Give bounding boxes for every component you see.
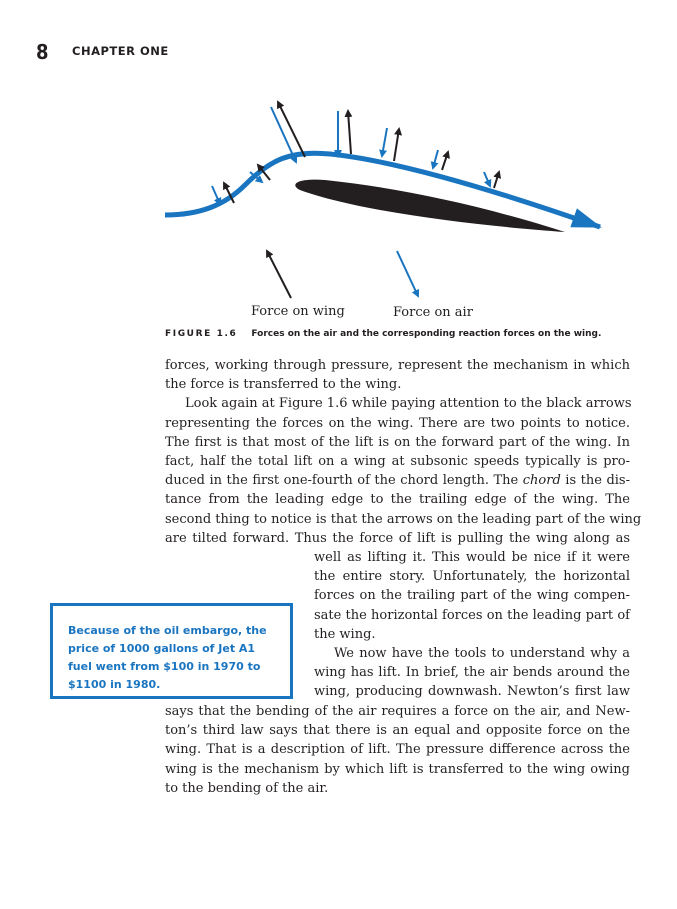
text-line: says that the bending of the air requires a force on the air, and New- xyxy=(165,704,630,719)
caption-label: FIGURE 1.6 xyxy=(165,329,238,339)
sidebar-text: Because of the oil embargo, the price of 1000 gallons of Jet A1 fuel went from $100 in 1970 to $1100 in 1980. xyxy=(68,624,267,691)
page-number: 8 xyxy=(36,40,48,64)
text-line: The first is that most of the lift is on the forward part of the wing. In xyxy=(165,434,630,450)
figure-caption xyxy=(165,329,601,339)
sidebar-box xyxy=(50,603,293,699)
text-line: to the bending of the air. xyxy=(165,780,329,796)
air-force-arrow xyxy=(382,128,387,156)
body-paragraph-full-width xyxy=(165,356,642,548)
text-line: well as lifting it. This would be nice if it were xyxy=(314,550,630,565)
text-line: the entire story. Unfortunately, the horizontal xyxy=(314,569,630,585)
text-line: second thing to notice is that the arrows on the leading part of the wing xyxy=(165,511,642,527)
air-force-arrow xyxy=(484,172,490,186)
chapter-title: CHAPTER ONE xyxy=(72,44,169,58)
wing-force-arrow xyxy=(394,129,399,161)
label-force-on-wing: Force on wing xyxy=(251,304,345,319)
text-line: are tilted forward. Thus the force of lift is pulling the wing along as xyxy=(165,530,630,546)
air-force-arrow xyxy=(433,150,438,168)
caption-text: Forces on the air and the corresponding reaction forces on the wing. xyxy=(251,329,602,339)
body-paragraph-narrow xyxy=(314,548,630,702)
text-line: wing, producing downwash. Newton’s first law xyxy=(314,684,630,700)
text-line: forces, working through pressure, represent the mechanism in which xyxy=(165,358,630,373)
text-line: the wing. xyxy=(314,626,376,642)
text-line: the force is transferred to the wing. xyxy=(165,377,402,393)
text-line: representing the forces on the wing. There are two points to notice. xyxy=(165,415,630,431)
text-line: ton’s third law says that there is an equal and opposite force on the xyxy=(165,723,630,739)
text-line: wing. That is a description of lift. The pressure difference across the xyxy=(165,742,630,758)
text-line: sate the horizontal forces on the leading part of xyxy=(314,607,630,623)
wing-force-arrow xyxy=(494,172,499,188)
air-force-arrow xyxy=(212,186,220,204)
text-line: We now have the tools to understand why a xyxy=(334,646,630,662)
body-paragraph-bottom xyxy=(165,702,630,798)
wing-airfoil xyxy=(295,180,565,232)
term-chord: chord xyxy=(522,473,561,489)
text-line: forces on the trailing part of the wing compen- xyxy=(314,588,630,604)
text-line: fact, half the total lift on a wing at subsonic speeds typically is pro- xyxy=(165,454,630,470)
text-line: tance from the leading edge to the trailing edge of the wing. The xyxy=(165,492,630,508)
text-line: Look again at Figure 1.6 while paying attention to the black arrows xyxy=(185,396,632,412)
figure-1-6 xyxy=(0,0,677,340)
text-line: wing is the mechanism by which lift is transferred to the wing owing xyxy=(165,761,630,777)
text-line: duced in the first one-fourth of the chord length. The chord is the dis- xyxy=(165,473,630,489)
wing-force-arrow xyxy=(348,111,351,154)
wing-force-arrow xyxy=(442,152,448,170)
label-force-on-air: Force on air xyxy=(393,305,473,320)
net-air-force-arrow xyxy=(397,251,418,296)
text-line: wing has lift. In brief, the air bends around the xyxy=(314,665,630,681)
net-wing-force-arrow xyxy=(267,251,291,298)
